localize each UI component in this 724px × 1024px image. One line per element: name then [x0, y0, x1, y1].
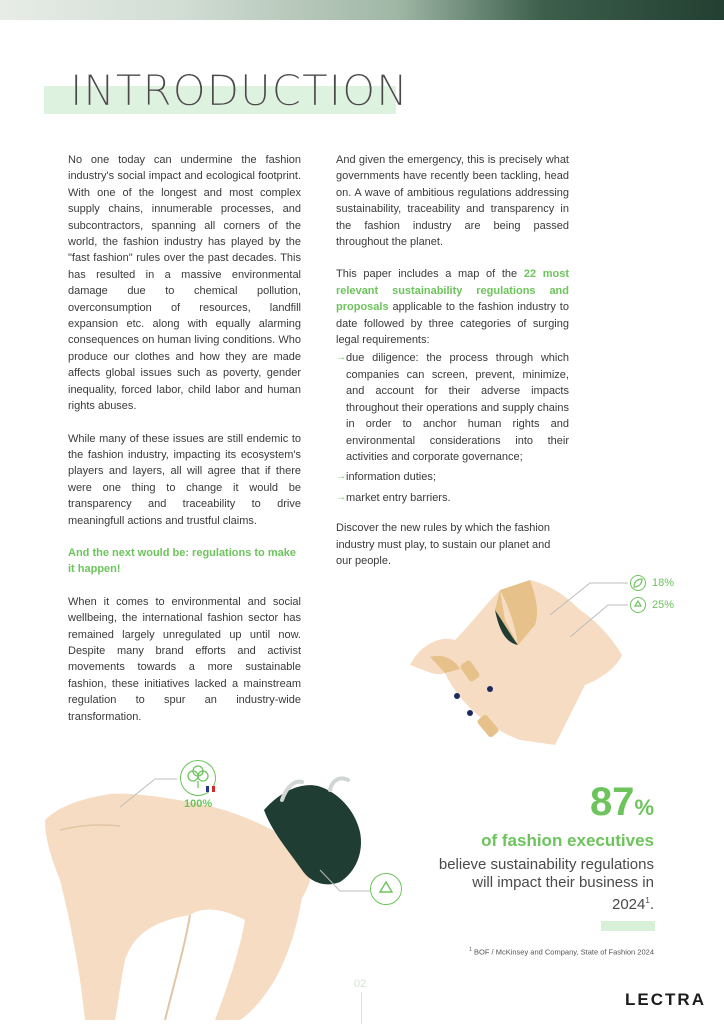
paragraph: Discover the new rules by which the fashion industry must play, to sustain our planet and our people. — [336, 522, 551, 567]
list-item: → information duties; — [336, 469, 569, 485]
arrow-icon: → — [336, 352, 346, 364]
arrow-icon: → — [336, 471, 346, 483]
pants-callout-lines — [115, 775, 395, 895]
header-photo-band — [0, 0, 724, 20]
footnote: $^1$ BOF / McKinsey and Company, State of Fashion 2024 — [469, 947, 654, 957]
page-number: 02 — [354, 978, 367, 990]
bullet-list — [336, 350, 569, 506]
left-column — [68, 152, 301, 741]
jacket-callout-lines — [540, 575, 640, 645]
jacket-pct-bottom: 25% — [652, 599, 675, 611]
callout-text: And the next would be: regulations to make it happen! — [68, 546, 296, 576]
jacket-pct-top: 18% — [652, 577, 675, 589]
stat-highlight-bar — [601, 921, 655, 931]
paragraph-text: This paper includes a map of the — [336, 268, 524, 281]
recycle-icon — [630, 597, 646, 613]
page-divider — [361, 992, 362, 1024]
brand-logo: LECTRA — [625, 990, 706, 1009]
list-item: → due diligence: the process through which companies can screen, prevent, minimize, and account for their adverse impacts throughout their operations and supply chains in order to anchor human rights and environmental considerations into their activities and corporate governance; — [336, 352, 569, 463]
paragraph: No one today can undermine the fashion industry's social impact and ecological footprint. With one of the longest and most complex supply chains, innumerable processes, and subcontractors, spanning all corners of the world, the fashion industry has played by the "fast fashion" rules over the past decades. This has resulted in a massive environmental damage due to chemical pollution, overconsumption of resources, landfill expansion etc. along with equally alarming consequences on human living conditions. Who produce our clothes and how they are made affects global issues such as poverty, gender inequality, forced labor, child labor and human rights abuses. — [68, 154, 301, 413]
stat-body: believe sustainability regulations will impact their business in 2024$^1$. — [438, 856, 654, 913]
recycle-icon — [370, 873, 402, 905]
list-item: → market entry barriers. — [336, 490, 569, 506]
stat-headline: of fashion executives — [481, 831, 654, 850]
paragraph: When it comes to environmental and social wellbeing, the international fashion sector has remained largely unregulated up until now. Despite many brand efforts and activist movements towards a more sustainable fashion, these initiatives lacked a mainstream regulation to spur an industry-wide transformation. — [68, 595, 301, 723]
page-title: INTRODUCTION — [70, 66, 409, 115]
highlighted-text: 22 most relevant sustainability regulations and proposals — [336, 268, 569, 314]
france-flag-icon — [206, 786, 215, 792]
right-column — [336, 152, 569, 585]
paragraph: And given the emergency, this is precisely what governments have recently been tackling, head on. A wave of ambitious regulations addressing sustainability, traceability and transparency in the fashion industry are being passed throughout the planet. — [336, 154, 569, 249]
paragraph: While many of these issues are still endemic to the fashion industry, impacting its ecosystem's players and layers, all will agree that if there were one thing to change it would be transparency and traceability to drive meaningfull actions and trustful claims. — [68, 432, 301, 527]
pants-pct: 100% — [184, 798, 213, 810]
paragraph-text: applicable to the fashion industry to date followed by three categories of surging legal requirements: — [336, 301, 569, 347]
paragraph — [336, 266, 569, 348]
leaf-icon — [630, 575, 646, 591]
arrow-icon: → — [336, 491, 346, 503]
stat-number: 87% — [589, 780, 654, 824]
